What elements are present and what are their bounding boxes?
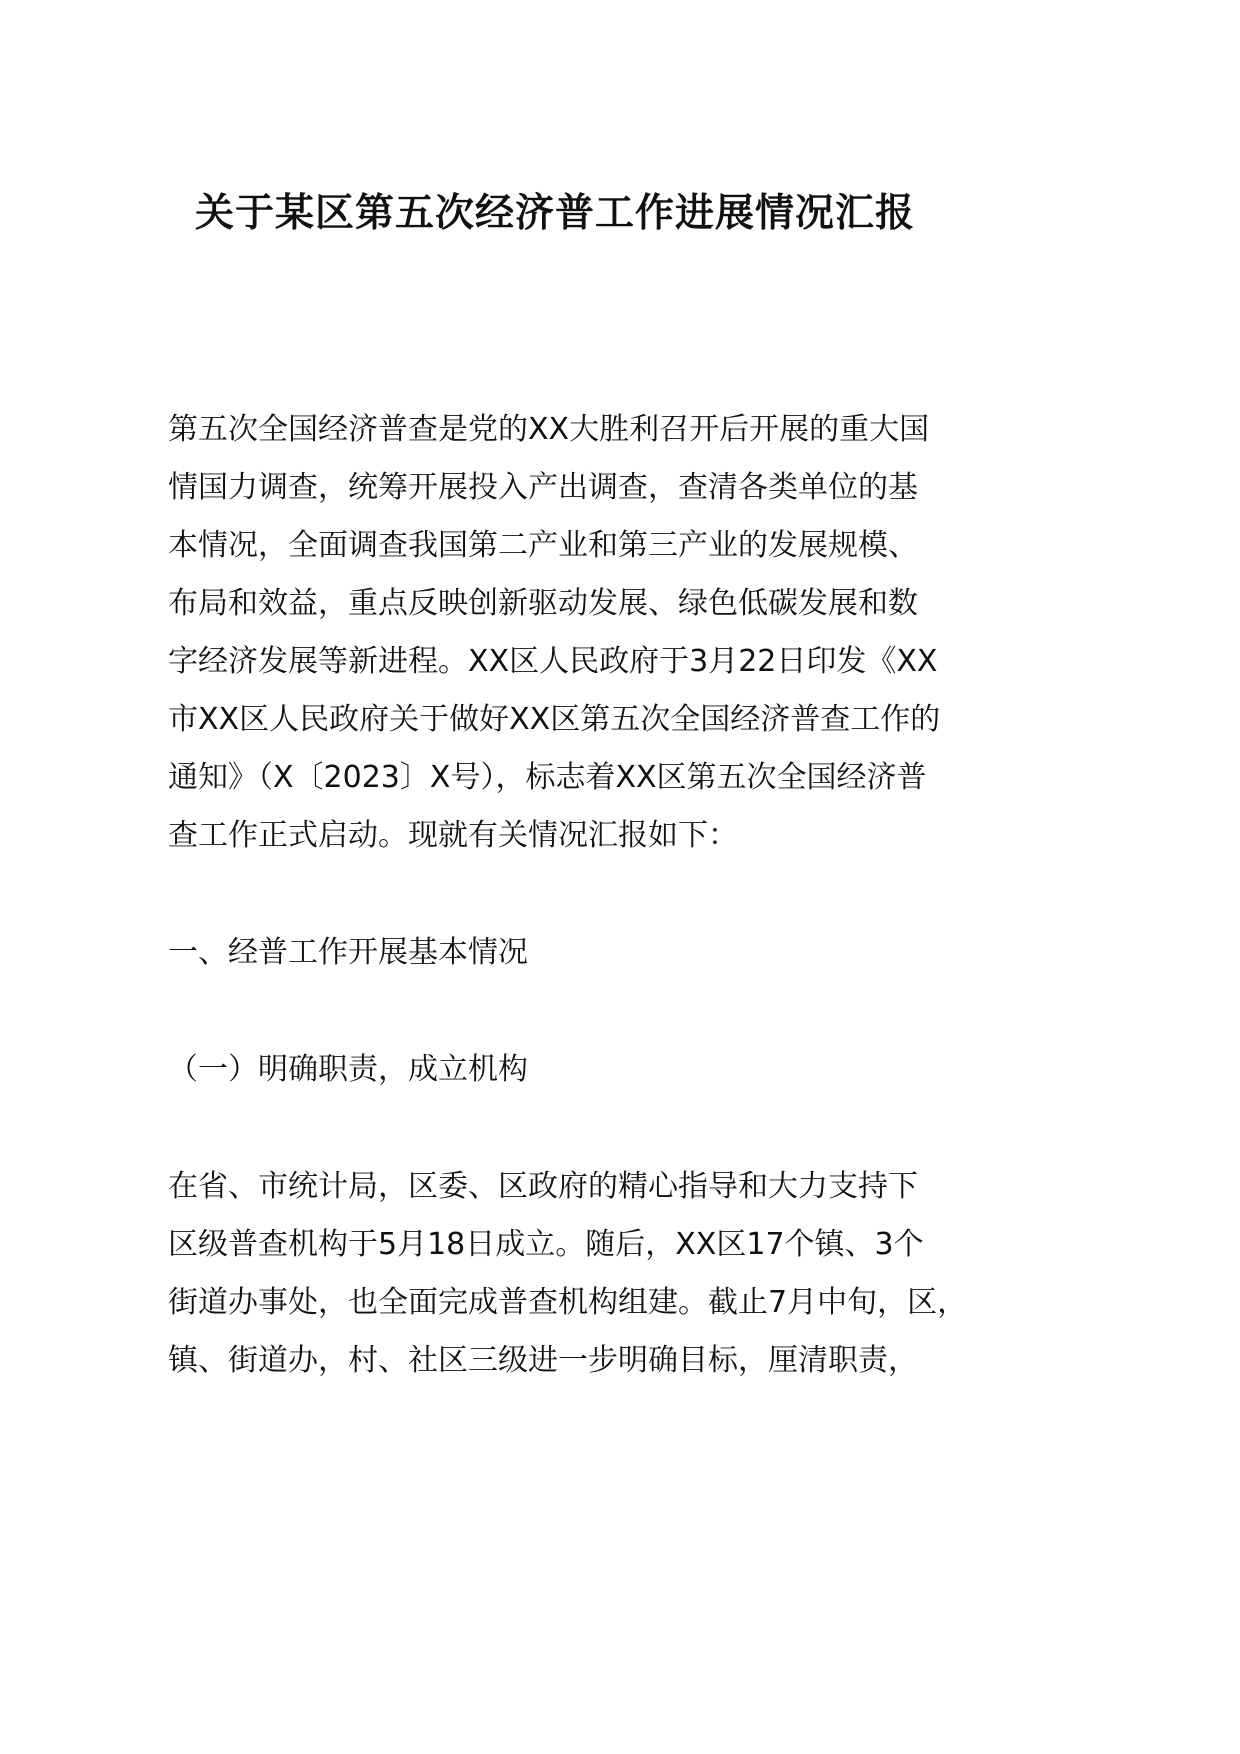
paragraph-line: 市XX区人民政府关于做好XX区第五次全国经济普查工作的 <box>168 702 941 737</box>
paragraph-line: 查工作正式启动。现就有关情况汇报如下： <box>168 818 738 853</box>
subsection-heading: （一）明确职责，成立机构 <box>168 1052 528 1087</box>
paragraph-line: 通知》（X〔2023〕X号），标志着XX区第五次全国经济普 <box>168 760 927 795</box>
paragraph-line: 在省、市统计局，区委、区政府的精心指导和大力支持下 <box>168 1169 918 1204</box>
paragraph-line: 第五次全国经济普查是党的XX大胜利召开后开展的重大国 <box>168 412 930 447</box>
section-heading: 一、经普工作开展基本情况 <box>168 935 528 970</box>
paragraph-line: 镇、街道办，村、社区三级进一步明确目标，厘清职责， <box>168 1343 918 1378</box>
paragraph-line: 区级普查机构于5月18日成立。随后，XX区17个镇、3个 <box>168 1227 924 1262</box>
paragraph-line: 布局和效益，重点反映创新驱动发展、绿色低碳发展和数 <box>168 586 918 621</box>
document-title: 关于某区第五次经济普工作进展情况汇报 <box>194 191 915 236</box>
paragraph-line: 街道办事处，也全面完成普查机构组建。截止7月中旬，区， <box>168 1285 968 1320</box>
paragraph-line: 情国力调查，统筹开展投入产出调查，查清各类单位的基 <box>168 470 918 505</box>
paragraph-line: 本情况，全面调查我国第二产业和第三产业的发展规模、 <box>168 528 918 563</box>
paragraph-line: 字经济发展等新进程。XX区人民政府于3月22日印发《XX <box>168 644 938 679</box>
